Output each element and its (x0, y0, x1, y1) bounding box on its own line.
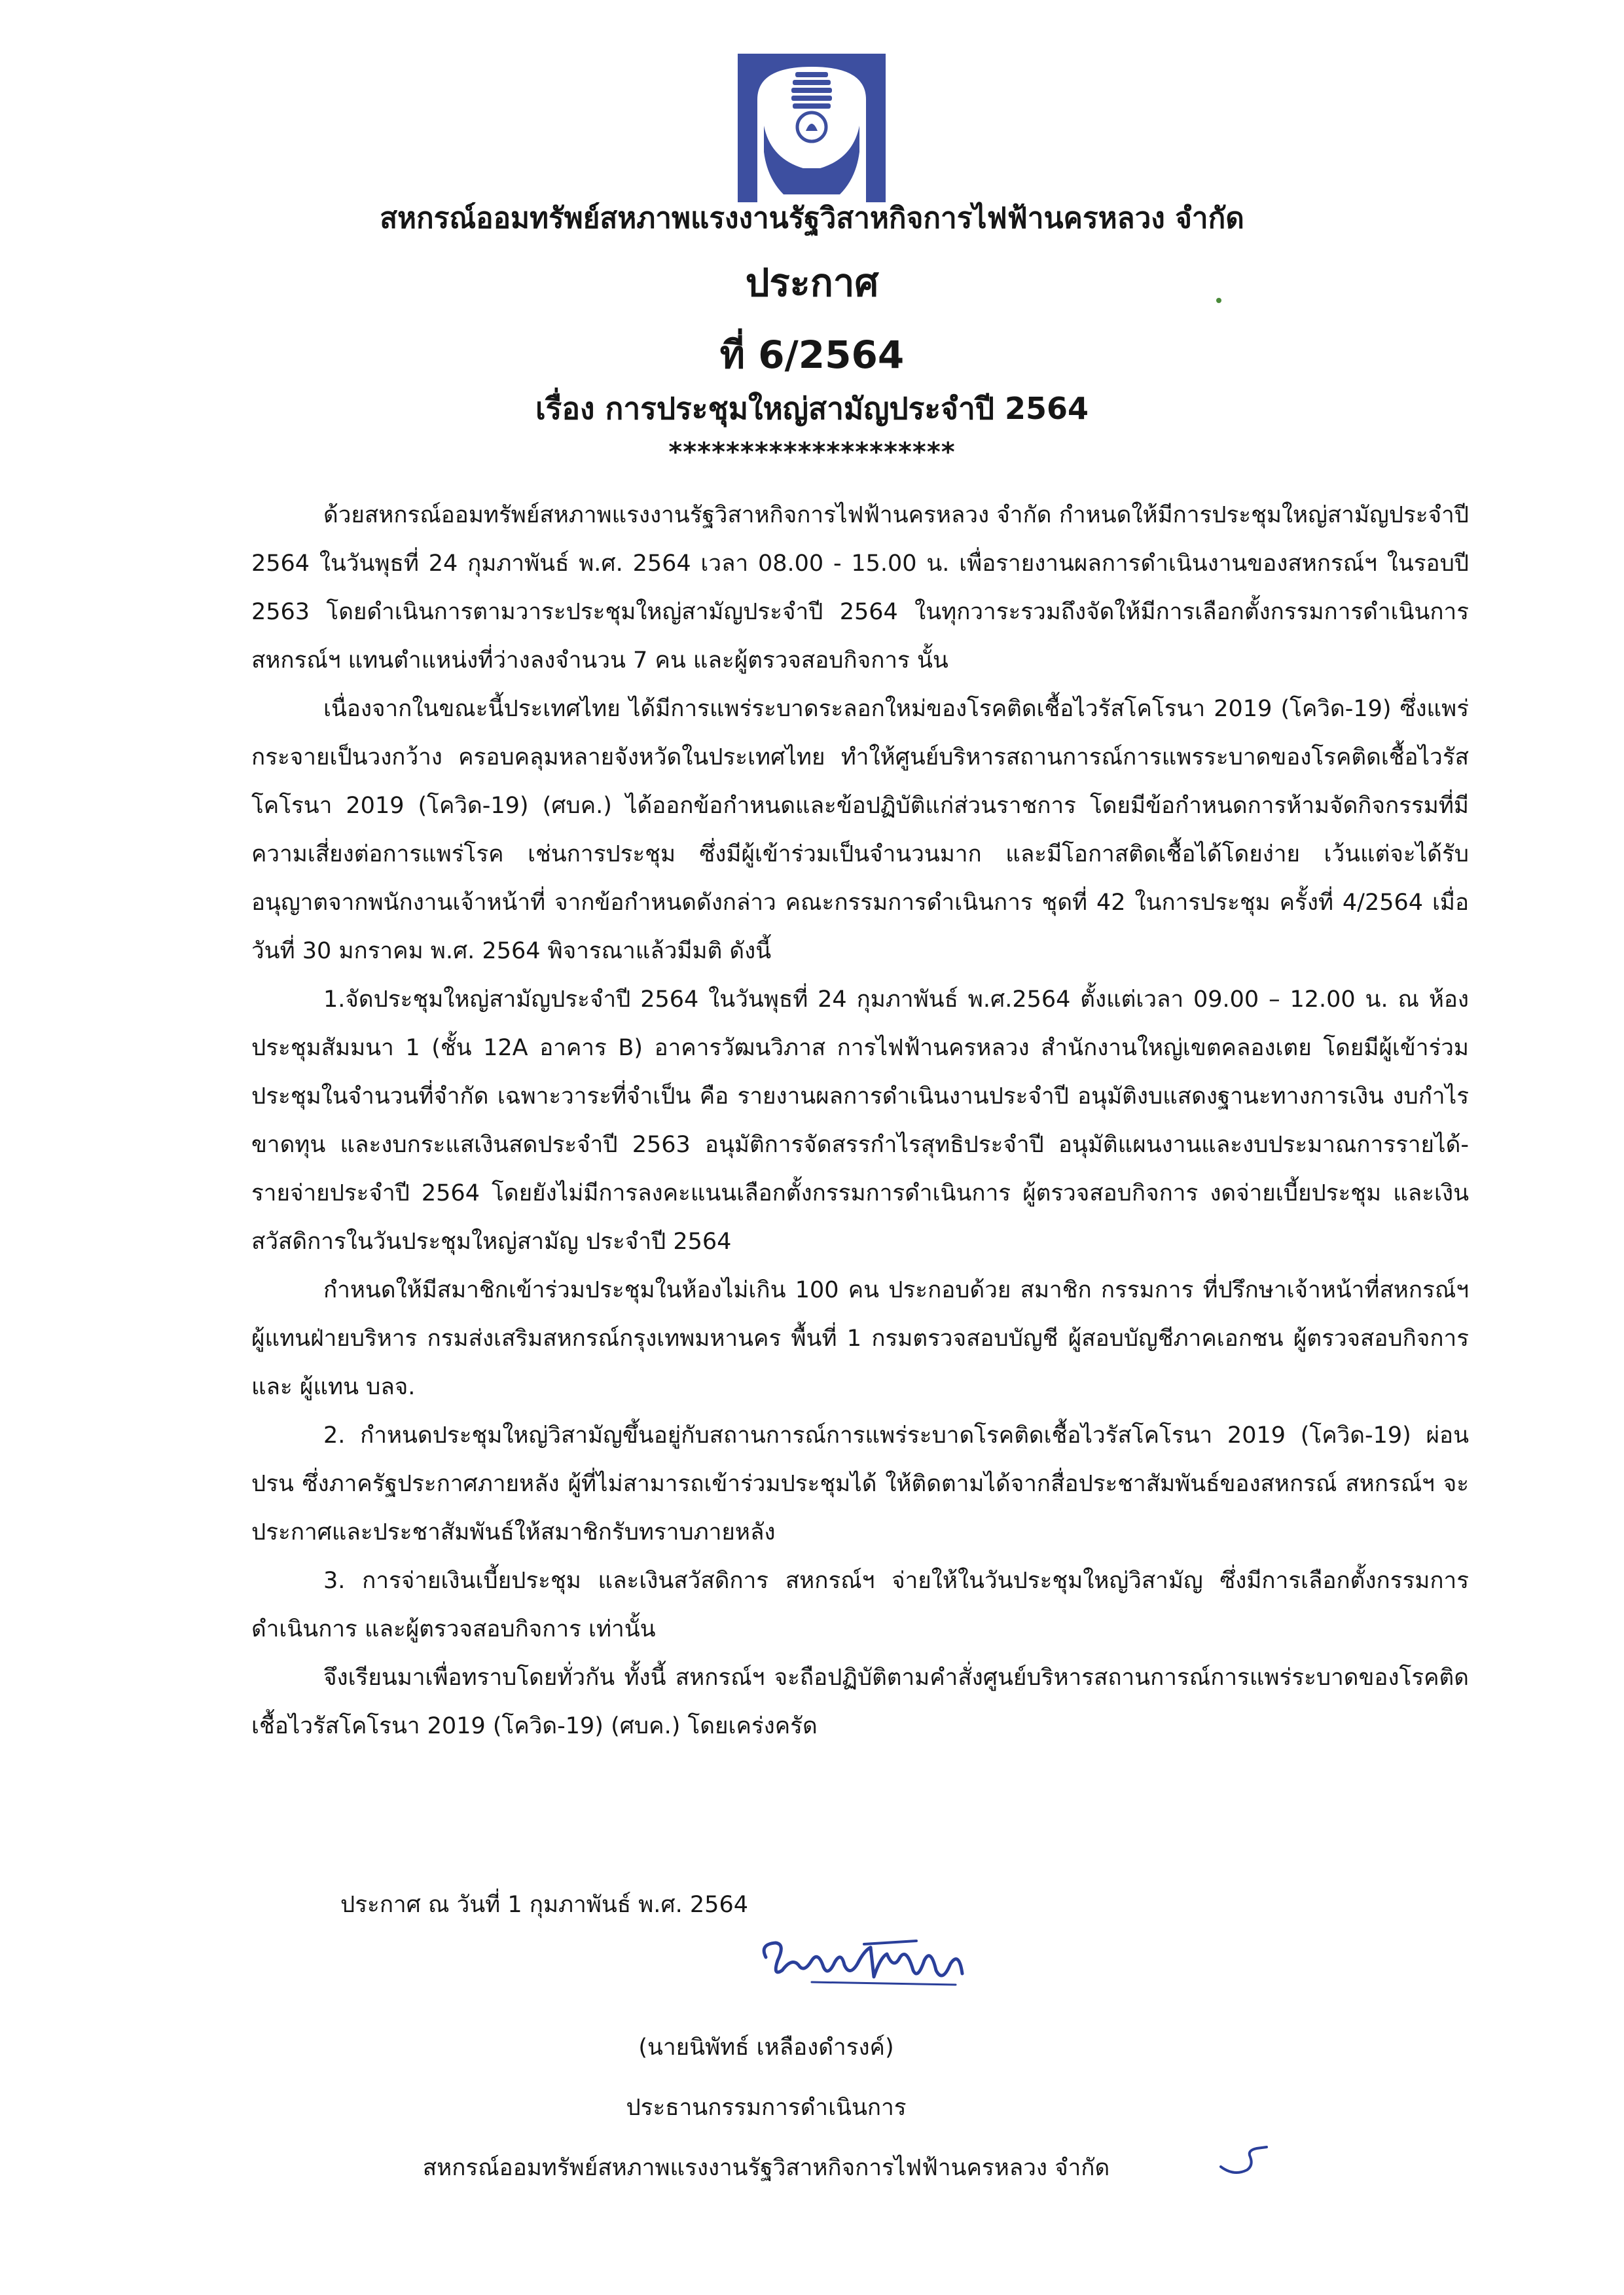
separator-stars: ******************** (668, 437, 956, 467)
cooperative-logo (738, 54, 886, 202)
paragraph-covid: เนื่องจากในขณะนี้ประเทศไทย ได้มีการแพร่ระบาดระลอกใหม่ของโรคติดเชื้อไวรัสโคโรนา 2019 (โควิด-19) ซึ่งแพร่กระจายเป็นวงกว้าง ครอบคลุมหลายจังหวัดในประเทศไทย ทำให้ศูนย์บริหารสถานการณ์การแพรระบาดของโรคติดเชื้อไวรัสโคโรนา 2019 (โควิด-19) (ศบค.) ได้ออกข้อกำหนดและข้อปฏิบัติแก่ส่วนราชการ โดยมีข้อกำหนดการห้ามจัดกิจกรรมที่มีความเสี่ยงต่อการแพร่โรค เช่นการประชุม ซึ่งมีผู้เข้าร่วมเป็นจำนวนมาก และมีโอกาสติดเชื้อได้โดยง่าย เว้นแต่จะได้รับอนุญาตจากพนักงานเจ้าหน้าที่ จากข้อกำหนดดังกล่าว คณะกรรมการดำเนินการ ชุดที่ 42 ในการประชุม ครั้งที่ 4/2564 เมื่อวันที่ 30 มกราคม พ.ศ. 2564 พิจารณาแล้วมีมติ ดังนี้ (251, 696, 1469, 964)
paragraph-resolution-3: 3. การจ่ายเงินเบี้ยประชุม และเงินสวัสดิการ สหกรณ์ฯ จ่ายให้ในวันประชุมใหญ่วิสามัญ ซึ่งมีการเลือกตั้งกรรมการดำเนินการ และผู้ตรวจสอบกิจการ เท่านั้น (251, 1568, 1469, 1642)
signer-position: ประธานกรรมการดำเนินการ (626, 2095, 907, 2121)
signature-image (746, 1925, 982, 1997)
paragraph-resolution-1: 1.จัดประชุมใหญ่สามัญประจำปี 2564 ในวันพุธที่ 24 กุมภาพันธ์ พ.ศ.2564 ตั้งแต่เวลา 09.00 – 12.00 น. ณ ห้องประชุมสัมมนา 1 (ชั้น 12A อาคาร B) อาคารวัฒนวิภาส การไฟฟ้านครหลวง สำนักงานใหญ่เขตคลองเตย โดยมีผู้เข้าร่วมประชุมในจำนวนที่จำกัด เฉพาะวาระที่จำเป็น คือ รายงานผลการดำเนินงานประจำปี อนุมัติงบแสดงฐานะทางการเงิน งบกำไรขาดทุน และงบกระแสเงินสดประจำปี 2563 อนุมัติการจัดสรรกำไรสุทธิประจำปี อนุมัติแผนงานและงบประมาณการรายได้-รายจ่ายประจำปี 2564 โดยยังไม่มีการลงคะแนนเลือกตั้งกรรมการดำเนินการ ผู้ตรวจสอบกิจการ งดจ่ายเบี้ยประชุม และเงินสวัสดิการในวันประชุมใหญ่สามัญ ประจำปี 2564 (251, 986, 1469, 1255)
paragraph-resolution-2: 2. กำหนดประชุมใหญ่วิสามัญขึ้นอยู่กับสถานการณ์การแพร่ระบาดโรคติดเชื้อไวรัสโคโรนา 2019 (โควิด-19) ผ่อนปรน ซึ่งภาครัฐประกาศภายหลัง ผู้ที่ไม่สามารถเข้าร่วมประชุมได้ ให้ติดตามได้จากสื่อประชาสัมพันธ์ของสหกรณ์ สหกรณ์ฯ จะประกาศและประชาสัมพันธ์ให้สมาชิกรับทราบภายหลัง (251, 1422, 1469, 1545)
organization-name: สหกรณ์ออมทรัพย์สหภาพแรงงานรัฐวิสาหกิจการไฟฟ้านครหลวง จำกัด (380, 202, 1244, 235)
paragraph-intro: ด้วยสหกรณ์ออมทรัพย์สหภาพแรงงานรัฐวิสาหกิจการไฟฟ้านครหลวง จำกัด กำหนดให้มีการประชุมใหญ่สามัญประจำปี 2564 ในวันพุธที่ 24 กุมภาพันธ์ พ.ศ. 2564 เวลา 08.00 - 15.00 น. เพื่อรายงานผลการดำเนินงานของสหกรณ์ฯ ในรอบปี 2563 โดยดำเนินการตามวาระประชุมใหญ่สามัญประจำปี 2564 ในทุกวาระรวมถึงจัดให้มีการเลือกตั้งกรรมการดำเนินการสหกรณ์ฯ แทนตำแหน่งที่ว่างลงจำนวน 7 คน และผู้ตรวจสอบกิจการ นั้น (251, 502, 1469, 674)
paragraph-closing: จึงเรียนมาเพื่อทราบโดยทั่วกัน ทั้งนี้ สหกรณ์ฯ จะถือปฏิบัติตามคำสั่งศูนย์บริหารสถานการณ์การแพร่ระบาดของโรคติดเชื้อไวรัสโคโรนา 2019 (โควิด-19) (ศบค.) โดยเคร่งครัด (251, 1665, 1469, 1739)
announcement-number: ที่ 6/2564 (719, 333, 905, 377)
announcement-body (251, 491, 1469, 1750)
announcement-title: ประกาศ (745, 261, 879, 305)
stray-dot (1216, 298, 1221, 303)
initial-mark (1214, 2141, 1273, 2180)
signer-name: (นายนิพัทธ์ เหลืองดำรงค์) (638, 2034, 894, 2061)
announcement-date: ประกาศ ณ วันที่ 1 กุมภาพันธ์ พ.ศ. 2564 (340, 1892, 748, 1918)
announcement-subject: เรื่อง การประชุมใหญ่สามัญประจำปี 2564 (535, 391, 1089, 426)
paragraph-attendance: กำหนดให้มีสมาชิกเข้าร่วมประชุมในห้องไม่เกิน 100 คน ประกอบด้วย สมาชิก กรรมการ ที่ปรึกษาเจ้าหน้าที่สหกรณ์ฯ ผู้แทนฝ่ายบริหาร กรมส่งเสริมสหกรณ์กรุงเทพมหานคร พื้นที่ 1 กรมตรวจสอบบัญชี ผู้สอบบัญชีภาคเอกชน ผู้ตรวจสอบกิจการ และ ผู้แทน บลจ. (251, 1277, 1469, 1400)
signer-organization: สหกรณ์ออมทรัพย์สหภาพแรงงานรัฐวิสาหกิจการไฟฟ้านครหลวง จำกัด (422, 2155, 1110, 2181)
